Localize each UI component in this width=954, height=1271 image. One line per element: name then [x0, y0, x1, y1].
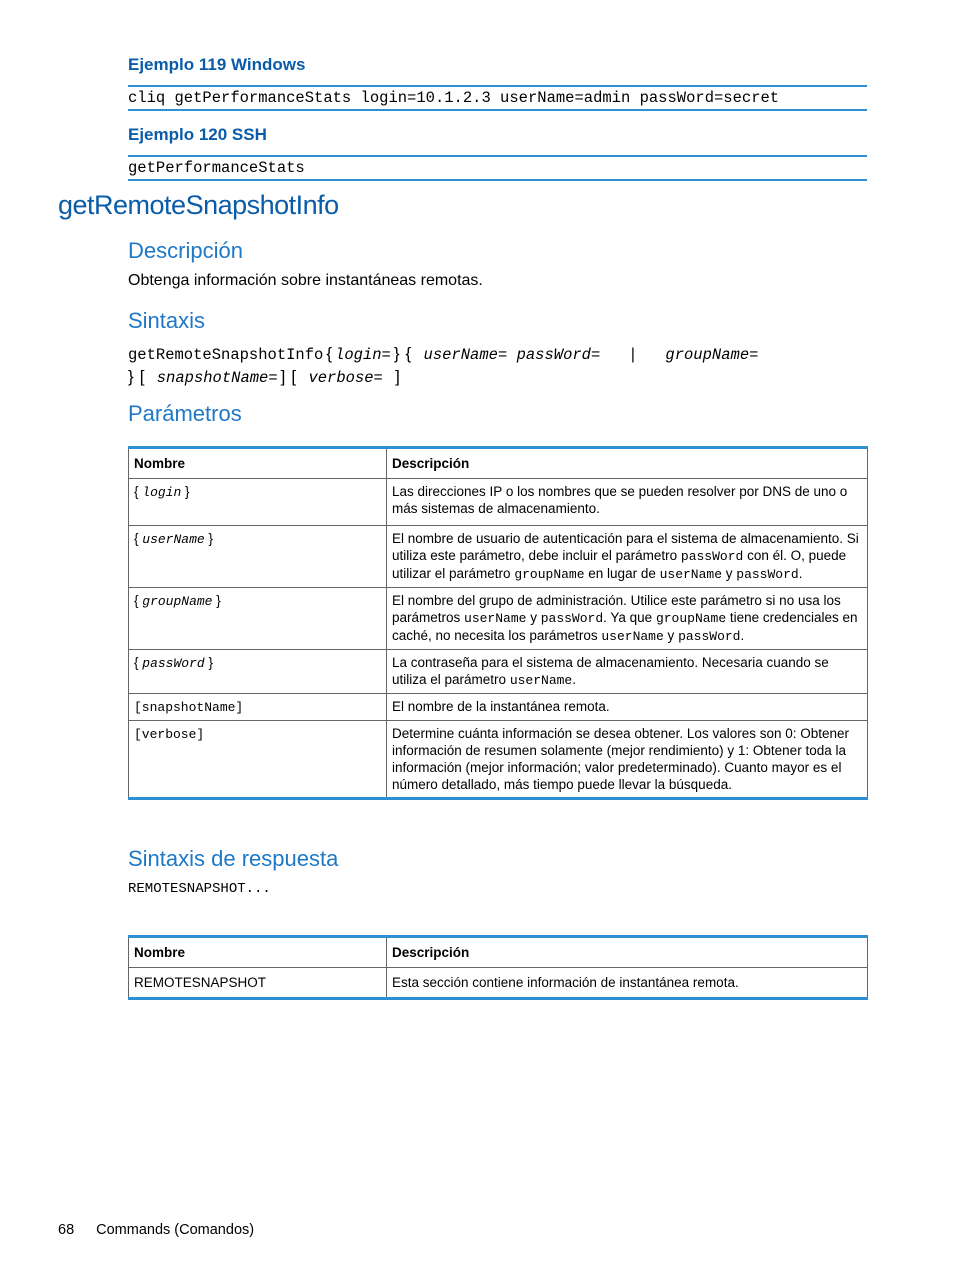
desc-code: userName: [464, 611, 527, 626]
desc-text: en lugar de: [584, 566, 660, 581]
param-name-text: passWord: [142, 656, 205, 671]
desc-text: . Ya que: [603, 610, 656, 625]
param-description: El nombre de la instantánea remota.: [387, 694, 868, 721]
param-name: [129, 694, 387, 721]
desc-text: y: [526, 610, 541, 625]
desc-text: .: [798, 566, 803, 581]
param-name-text: [snapshotName]: [134, 700, 244, 715]
description-heading: Descripción: [128, 238, 243, 263]
syntax-groupname: groupName=: [665, 346, 759, 364]
desc-code: passWord: [680, 549, 744, 564]
example-119-title: Ejemplo 119 Windows: [128, 55, 306, 74]
desc-code: passWord: [540, 611, 604, 626]
syntax-brace: {: [326, 344, 333, 363]
param-description: Las direcciones IP o los nombres que se pueden resolver por DNS de uno o más sistemas de almacenamiento.: [387, 479, 868, 526]
response-code: REMOTESNAPSHOT...: [128, 881, 271, 897]
syntax-bracket: ]: [280, 367, 286, 386]
desc-text: El nombre de usuario de autenticación para el sistema de almacenamiento. Si utiliza este parámetro, debe incluir el parámetro: [392, 531, 859, 563]
table-row: [129, 721, 868, 799]
param-description: [387, 650, 868, 694]
syntax-brace: }: [393, 344, 400, 363]
desc-text: tiene credenciales en caché, no necesita los parámetros: [392, 610, 858, 643]
syntax-bracket: [: [139, 367, 145, 386]
table-row: [129, 694, 868, 721]
page-footer: [58, 1222, 276, 1238]
param-description: [387, 588, 868, 650]
desc-code: userName: [659, 567, 723, 582]
parameters-heading: Parámetros: [128, 401, 242, 426]
param-name: { passWord }: [129, 650, 387, 694]
example-120-title: Ejemplo 120 SSH: [128, 125, 267, 144]
parameters-table: [128, 446, 868, 800]
param-description: [387, 526, 868, 588]
syntax-block: [128, 343, 868, 389]
param-name: { login }: [129, 479, 387, 526]
column-header-description: Descripción: [387, 937, 868, 968]
table-row: [129, 968, 868, 999]
command-title: getRemoteSnapshotInfo: [58, 190, 339, 220]
syntax-snapshotname: snapshotName=: [156, 369, 278, 387]
desc-text: y: [722, 566, 737, 581]
footer-section: Commands (Comandos): [96, 1222, 255, 1238]
param-name-text: groupName: [142, 594, 213, 609]
syntax-heading: Sintaxis: [128, 308, 206, 333]
page-number: 68: [58, 1222, 75, 1238]
param-name: { groupName }: [129, 588, 387, 650]
syntax-pipe: |: [628, 346, 638, 364]
desc-text: .: [572, 672, 576, 687]
table-row: [129, 526, 868, 588]
table-header-row: [129, 937, 868, 968]
syntax-password: passWord=: [516, 346, 601, 364]
param-description: Determine cuánta información se desea obtener. Los valores son 0: Obtener información de resumen solamente (mejor rendimiento) y 1: Obtener toda la información (mejor información; valor predeterminado). Cuanto mayor es el número detallado, más tiempo puede llevar la búsqueda.: [387, 721, 868, 799]
param-name: { userName }: [129, 526, 387, 588]
syntax-verbose: verbose=: [308, 369, 383, 387]
syntax-cmd: getRemoteSnapshotInfo: [128, 346, 324, 364]
response-name: REMOTESNAPSHOT: [129, 968, 387, 999]
table-header-row: [129, 448, 868, 479]
table-row: [129, 588, 868, 650]
table-row: [129, 650, 868, 694]
table-row: [129, 479, 868, 526]
column-header-description: Descripción: [387, 448, 868, 479]
param-name-text: userName: [142, 532, 205, 547]
example-119-code: cliq getPerformanceStats login=10.1.2.3 userName=admin passWord=secret: [128, 85, 867, 111]
response-heading: Sintaxis de respuesta: [128, 846, 339, 871]
desc-text: El nombre del grupo de administración. Utilice este parámetro si no usa los parámetros: [392, 593, 841, 625]
syntax-brace: {: [405, 344, 412, 363]
param-name: [129, 721, 387, 799]
response-table: [128, 935, 868, 1000]
syntax-login: login=: [335, 346, 391, 364]
desc-code: userName: [601, 629, 664, 644]
response-description: Esta sección contiene información de instantánea remota.: [387, 968, 868, 999]
example-120-code: getPerformanceStats: [128, 155, 867, 181]
desc-code: passWord: [678, 629, 741, 644]
desc-code: groupName: [514, 567, 585, 582]
syntax-brace: }: [128, 367, 134, 386]
desc-code: userName: [509, 673, 573, 688]
param-name-text: login: [142, 485, 182, 500]
column-header-name: Nombre: [129, 937, 387, 968]
desc-code: passWord: [736, 567, 799, 582]
param-name-text: [verbose]: [134, 727, 205, 742]
syntax-bracket: ]: [395, 367, 400, 386]
desc-text: con él. O, puede utilizar el parámetro: [392, 548, 847, 581]
desc-code: groupName: [655, 611, 727, 626]
syntax-bracket: [: [291, 367, 297, 386]
syntax-username: userName=: [423, 346, 508, 364]
desc-text: La contraseña para el sistema de almacenamiento. Necesaria cuando se utiliza el parámetro: [392, 655, 829, 687]
description-text: Obtenga información sobre instantáneas remotas.: [128, 272, 483, 289]
desc-text: .: [740, 628, 745, 643]
desc-text: y: [663, 628, 679, 643]
column-header-name: Nombre: [129, 448, 387, 479]
